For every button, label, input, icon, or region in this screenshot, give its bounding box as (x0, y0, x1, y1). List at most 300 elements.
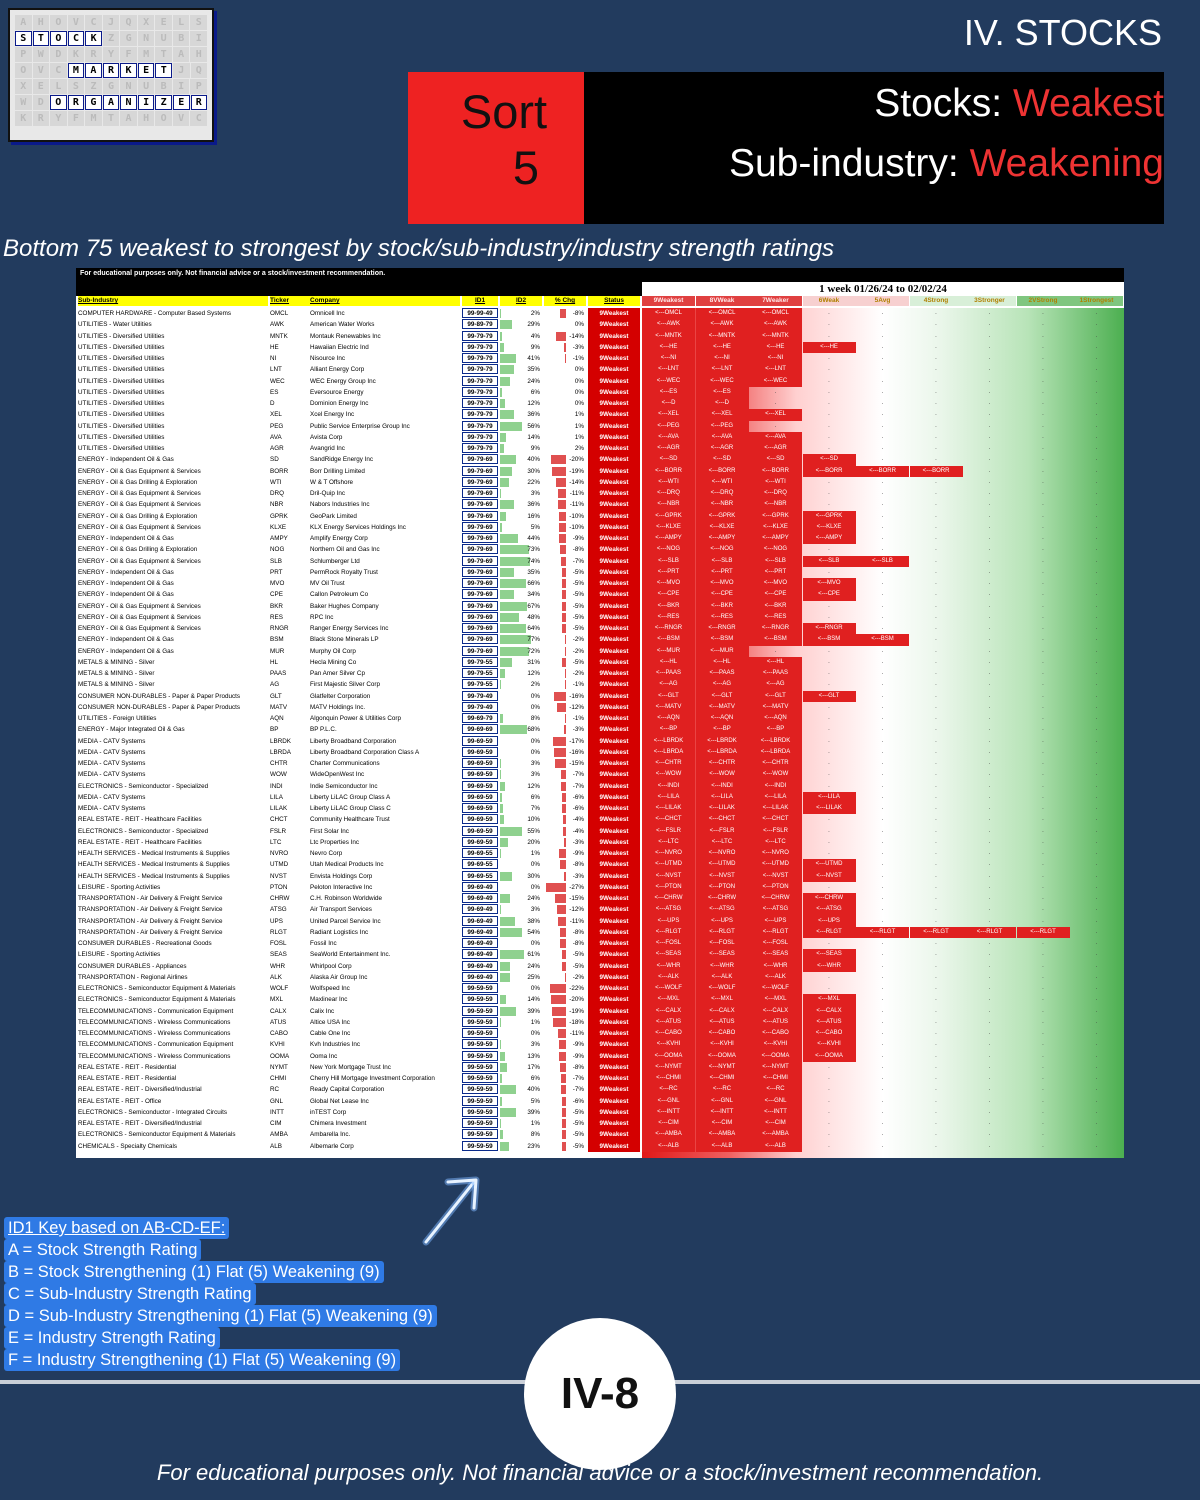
week-cell: <---ALK (749, 972, 802, 983)
table-row[interactable] (76, 769, 1124, 780)
week-cell: . (828, 388, 830, 395)
ticker-cell: AMPY (270, 535, 288, 542)
id1-cell: 99-59-59 (462, 994, 498, 1004)
table-row[interactable] (76, 882, 1124, 893)
ticker-cell: DRQ (270, 490, 284, 497)
company-cell: Indie Semiconductor Inc (310, 782, 378, 790)
table-row[interactable] (76, 556, 1124, 567)
week-cell: . (881, 760, 884, 766)
week-cell: . (881, 377, 884, 384)
id1-cell: 99-79-69 (462, 567, 498, 577)
week-cell: . (881, 478, 884, 485)
week-cell: . (935, 490, 937, 496)
table-row[interactable] (76, 713, 1124, 724)
week-column-header[interactable]: 6Weak (803, 296, 856, 306)
id2-bar (500, 658, 512, 667)
key-line-b: B = Stock Strengthening (1) Flat (5) Weakening (9) (4, 1261, 384, 1283)
id2-bar (500, 1007, 516, 1016)
week-cell: . (1042, 580, 1044, 586)
table-row[interactable] (76, 893, 1124, 904)
status-cell: 9Weakest (588, 803, 640, 814)
ticker-cell: ALK (270, 973, 282, 981)
pct-change-cell: -1% (572, 715, 584, 722)
logo-cell: I (173, 79, 190, 94)
table-row[interactable] (76, 1062, 1124, 1073)
id2-cell: 72% (500, 646, 542, 657)
table-row[interactable] (76, 409, 1124, 420)
logo-cell: B (173, 31, 190, 46)
week-cell: . (1095, 568, 1098, 575)
week-cell: . (881, 850, 884, 856)
table-row[interactable] (76, 814, 1124, 825)
ticker-cell: BORR (270, 467, 289, 475)
week-cell: . (1042, 625, 1044, 631)
week-column-header[interactable]: 8VWeak (696, 296, 749, 306)
week-cell: <---ATSG (749, 904, 802, 915)
company-cell: Amplify Energy Corp (310, 535, 368, 542)
id2-cell: 40% (500, 454, 542, 465)
week-cell: . (828, 422, 830, 429)
id2-bar (500, 680, 501, 689)
week-cell: . (935, 715, 937, 721)
id2-cell: 5% (500, 522, 542, 533)
company-cell: Xcel Energy Inc (310, 411, 355, 419)
id1-cell: 99-59-59 (462, 1107, 498, 1117)
stock-table-sheet (76, 268, 1124, 1158)
table-row[interactable] (76, 1096, 1124, 1107)
table-row[interactable] (76, 949, 1124, 960)
week-cell: . (1095, 737, 1098, 744)
week-cell: <---PTON (749, 882, 802, 893)
id2-bar (500, 1130, 503, 1139)
id2-bar (500, 545, 529, 554)
status-cell: 9Weakest (588, 353, 640, 364)
table-row[interactable] (76, 589, 1124, 600)
table-row[interactable] (76, 488, 1124, 499)
week-cell: . (935, 377, 937, 384)
status-cell: 9Weakest (588, 432, 640, 443)
week-cell: . (935, 332, 937, 339)
week-cell: <---XEL (642, 409, 695, 420)
status-cell: 9Weakest (588, 1073, 640, 1084)
week-cell: . (935, 433, 937, 440)
week-cell: <---SLB (856, 556, 909, 567)
pct-change-cell: 1% (574, 433, 584, 441)
table-row[interactable] (76, 1084, 1124, 1095)
logo-cell: A (120, 111, 137, 126)
table-row[interactable] (76, 724, 1124, 735)
table-row[interactable] (76, 634, 1124, 645)
week-cell: . (1042, 771, 1044, 778)
table-row[interactable] (76, 983, 1124, 994)
table-row[interactable] (76, 859, 1124, 870)
id1-cell: 99-69-49 (462, 916, 498, 926)
week-cell: <---INDI (749, 781, 802, 792)
week-cell: . (1042, 1142, 1044, 1149)
id2-cell: 41% (500, 353, 542, 364)
ticker-cell: SD (270, 456, 279, 464)
id2-cell: 24% (500, 961, 542, 972)
table-row[interactable] (76, 972, 1124, 983)
logo-cell: G (85, 95, 102, 110)
company-cell: Dominion Energy Inc (310, 400, 369, 407)
week-column-header[interactable]: 9Weakest (642, 296, 695, 306)
logo-cell: Y (103, 47, 120, 62)
id2-bar (500, 725, 527, 734)
id2-cell: 8% (500, 1129, 542, 1140)
week-cell: <---WTI (696, 477, 749, 488)
week-cell: . (935, 445, 937, 451)
id1-cell: 99-69-59 (462, 747, 498, 757)
week-cell: . (935, 411, 937, 418)
table-row[interactable] (76, 938, 1124, 949)
table-row[interactable] (76, 522, 1124, 533)
week-cell: <---AGR (749, 443, 802, 454)
logo-cell: K (68, 47, 85, 62)
table-row[interactable] (76, 454, 1124, 465)
week-cell: . (881, 703, 884, 710)
id2-bar (500, 647, 529, 656)
id2-bar (500, 444, 504, 453)
table-row[interactable] (76, 837, 1124, 848)
sub-industry-cell: ENERGY - Independent Oil & Gas (78, 456, 174, 464)
table-row[interactable] (76, 668, 1124, 679)
pct-change-bar (560, 860, 566, 869)
week-cell: . (881, 973, 884, 980)
week-column-header[interactable]: 5Avg (856, 296, 909, 306)
week-cell: <---LBRDK (696, 736, 749, 747)
week-cell: . (935, 850, 937, 856)
week-cell: . (935, 647, 937, 654)
pct-change-bar (558, 500, 566, 509)
week-cell: . (881, 1007, 884, 1014)
week-cell: <---CPE (696, 589, 749, 600)
column-header[interactable]: ID1 (462, 296, 498, 306)
table-row[interactable] (76, 1051, 1124, 1062)
id1-cell: 99-79-69 (462, 544, 498, 554)
week-cell: <---KLXE (803, 522, 856, 533)
pct-change-bar (565, 647, 566, 656)
table-row[interactable] (76, 353, 1124, 364)
table-row[interactable] (76, 646, 1124, 657)
week-cell: <---AMBA (749, 1129, 802, 1140)
table-body (76, 308, 1124, 1152)
week-cell: . (988, 692, 991, 699)
sub-industry-cell: CONSUMER DURABLES - Recreational Goods (78, 940, 212, 947)
week-cell: <---GNL (749, 1096, 802, 1107)
id2-cell: 68% (500, 724, 542, 735)
table-row[interactable] (76, 904, 1124, 915)
ticker-cell: OOMA (270, 1052, 290, 1060)
pct-change-bar (556, 332, 566, 341)
week-cell: . (828, 658, 830, 665)
table-row[interactable] (76, 544, 1124, 555)
pct-change-bar (562, 602, 566, 611)
id2-bar (500, 523, 502, 532)
ticker-cell: NOG (270, 546, 285, 554)
table-row[interactable] (76, 848, 1124, 859)
logo-cell: L (173, 15, 190, 30)
sub-industry-cell: UTILITIES - Diversified Utilities (78, 411, 165, 419)
table-row[interactable] (76, 1028, 1124, 1039)
logo-cell: U (138, 79, 155, 94)
table-row[interactable] (76, 1039, 1124, 1050)
table-row[interactable] (76, 1017, 1124, 1028)
table-row[interactable] (76, 364, 1124, 375)
week-cell: . (881, 816, 884, 823)
id2-bar (500, 1142, 509, 1151)
table-row[interactable] (76, 466, 1124, 477)
week-cell: . (935, 625, 937, 631)
pct-change-bar (560, 545, 566, 554)
week-cell: . (935, 546, 937, 553)
table-row[interactable] (76, 781, 1124, 792)
week-cell: . (828, 613, 830, 620)
column-header[interactable]: % Chg (544, 296, 586, 306)
id1-cell: 99-59-59 (462, 1051, 498, 1061)
table-row[interactable] (76, 916, 1124, 927)
week-cell: . (1042, 501, 1044, 508)
ticker-cell: AGR (270, 445, 284, 452)
week-cell: . (935, 703, 937, 710)
week-cell: . (988, 625, 991, 631)
sub-industry-cell: UTILITIES - Diversified Utilities (78, 343, 165, 351)
company-cell: WideOpenWest Inc (310, 771, 365, 779)
table-row[interactable] (76, 736, 1124, 747)
company-cell: First Solar Inc (310, 827, 349, 835)
week-cell: . (935, 996, 937, 1003)
week-column-header[interactable]: 4Strong (910, 296, 963, 306)
table-row[interactable] (76, 331, 1124, 342)
company-cell: Ranger Energy Services Inc (310, 625, 389, 632)
table-row[interactable] (76, 432, 1124, 443)
logo-cell: O (50, 95, 67, 110)
table-row[interactable] (76, 1118, 1124, 1129)
column-header[interactable]: Ticker (270, 296, 310, 306)
table-row[interactable] (76, 511, 1124, 522)
status-cell: 9Weakest (588, 949, 640, 960)
id1-cell: 99-59-59 (462, 1006, 498, 1016)
week-cell: . (1042, 883, 1044, 890)
logo-cell: V (33, 63, 50, 78)
ticker-cell: CPE (270, 591, 283, 599)
pct-change-bar (560, 939, 566, 948)
week-cell: <---PRT (696, 567, 749, 578)
table-row[interactable] (76, 1107, 1124, 1118)
status-cell: 9Weakest (588, 331, 640, 342)
week-cell: <---BSM (696, 634, 749, 645)
logo-cell: P (190, 79, 207, 94)
table-row[interactable] (76, 612, 1124, 623)
column-header[interactable]: ID2 (500, 296, 542, 306)
week-cell: . (1095, 827, 1098, 834)
table-row[interactable] (76, 792, 1124, 803)
pct-change-cell: 0% (574, 321, 584, 329)
week-cell: . (1042, 1041, 1044, 1048)
ticker-cell: UTMD (270, 861, 289, 869)
table-row[interactable] (76, 702, 1124, 713)
id2-bar (500, 1063, 507, 1072)
week-cell: . (881, 670, 884, 676)
week-cell: . (988, 411, 991, 418)
week-cell: . (935, 872, 937, 879)
week-cell: <---CIM (749, 1118, 802, 1129)
pct-change-bar (555, 894, 566, 903)
id2-bar (500, 354, 516, 363)
week-cell: . (1042, 321, 1044, 328)
week-cell: . (1095, 973, 1098, 980)
week-cell: <---ATUS (749, 1017, 802, 1028)
table-row[interactable] (76, 623, 1124, 634)
company-cell: Fossil Inc (310, 940, 337, 947)
id2-cell: 9% (500, 342, 542, 353)
week-column-header[interactable]: 3Stronger (963, 296, 1016, 306)
week-cell: . (988, 343, 991, 350)
pct-change-cell: -11% (544, 488, 586, 499)
company-cell: Black Stone Minerals LP (310, 636, 379, 644)
table-row[interactable] (76, 1006, 1124, 1017)
ticker-cell: AG (270, 681, 280, 689)
table-row[interactable] (76, 691, 1124, 702)
logo-cell: E (138, 63, 155, 78)
table-row[interactable] (76, 443, 1124, 454)
table-row[interactable] (76, 679, 1124, 690)
week-cell: . (935, 906, 937, 913)
company-cell: Liberty Broadband Corporation (310, 737, 397, 745)
sub-industry-cell: REAL ESTATE - REIT - Healthcare Facilities (78, 838, 202, 846)
logo-cell: T (33, 31, 50, 46)
table-row[interactable] (76, 342, 1124, 353)
column-header[interactable]: Sub-Industry (78, 296, 268, 306)
column-header[interactable]: Status (588, 296, 640, 306)
id1-cell: 99-69-59 (462, 814, 498, 824)
week-cell: . (1095, 805, 1098, 811)
week-column-header[interactable]: 2VStrong (1017, 296, 1070, 306)
week-cell: . (1095, 501, 1098, 508)
week-cell: . (1042, 703, 1044, 710)
week-cell: . (881, 962, 884, 969)
table-row[interactable] (76, 994, 1124, 1005)
id2-bar (500, 332, 502, 341)
week-cell: <---BKR (642, 601, 695, 612)
pct-change-bar (562, 579, 566, 588)
week-cell: <---FSLR (642, 826, 695, 837)
table-row[interactable] (76, 376, 1124, 387)
table-row[interactable] (76, 826, 1124, 837)
week-cell: <---MUR (696, 646, 749, 657)
sub-industry-cell: ENERGY - Major Integrated Oil & Gas (78, 726, 185, 734)
table-row[interactable] (76, 499, 1124, 510)
week-cell: . (1042, 1086, 1044, 1093)
table-row[interactable] (76, 533, 1124, 544)
table-row[interactable] (76, 601, 1124, 612)
id2-cell: 30% (500, 466, 542, 477)
week-cell: . (935, 422, 937, 429)
week-cell: <---RLGT (1017, 927, 1070, 938)
status-cell: 9Weakest (588, 961, 640, 972)
pct-change-cell: -9% (544, 848, 586, 859)
table-row[interactable] (76, 803, 1124, 814)
week-cell: . (881, 658, 884, 665)
week-cell: . (1042, 1108, 1044, 1115)
pct-change-cell: -9% (544, 1039, 586, 1050)
table-row[interactable] (76, 319, 1124, 330)
column-header[interactable]: Company (310, 296, 460, 306)
id1-cell: 99-79-79 (462, 443, 498, 453)
status-cell: 9Weakest (588, 916, 640, 927)
table-row[interactable] (76, 308, 1124, 319)
week-cell: <---RLGT (749, 927, 802, 938)
id2-cell: 1% (530, 850, 540, 857)
table-row[interactable] (76, 398, 1124, 409)
table-row[interactable] (76, 567, 1124, 578)
week-cell: . (1042, 366, 1044, 373)
id2-bar (500, 624, 526, 633)
key-line-f: F = Industry Strengthening (1) Flat (5) Weakening (9) (4, 1349, 400, 1371)
table-row[interactable] (76, 871, 1124, 882)
week-cell: <---OOMA (642, 1051, 695, 1062)
company-cell: Avangrid Inc (310, 445, 345, 452)
week-range-label: 1 week 01/26/24 to 02/02/24 (642, 282, 1124, 296)
week-cell: . (1095, 647, 1098, 654)
week-cell: . (1042, 355, 1044, 361)
week-cell: . (935, 895, 937, 901)
week-column-header[interactable]: 1Strongest (1070, 296, 1123, 306)
week-cell: <---LNT (749, 364, 802, 375)
table-row[interactable] (76, 421, 1124, 432)
table-row[interactable] (76, 1073, 1124, 1084)
week-cell: <---MXL (696, 994, 749, 1005)
week-cell: <---MNTK (749, 331, 802, 342)
table-row[interactable] (76, 657, 1124, 668)
table-row[interactable] (76, 477, 1124, 488)
status-cell: 9Weakest (588, 342, 640, 353)
id2-cell: 13% (500, 1051, 542, 1062)
table-row[interactable] (76, 758, 1124, 769)
table-row[interactable] (76, 747, 1124, 758)
week-cell: . (881, 501, 884, 508)
pct-change-cell: -7% (544, 556, 586, 567)
week-cell: . (1095, 1063, 1098, 1070)
table-row[interactable] (76, 1141, 1124, 1152)
id2-cell: 40% (500, 1084, 542, 1095)
week-cell: . (935, 692, 937, 699)
week-cell: . (881, 726, 884, 733)
week-cell: . (881, 951, 884, 958)
table-row[interactable] (76, 387, 1124, 398)
table-row[interactable] (76, 927, 1124, 938)
pct-change-cell: -5% (544, 1141, 586, 1152)
week-cell: . (881, 1052, 884, 1059)
pct-change-cell: -14% (544, 477, 586, 488)
status-cell: 9Weakest (588, 713, 640, 724)
table-row[interactable] (76, 578, 1124, 589)
table-row[interactable] (76, 1129, 1124, 1140)
week-cell: . (988, 1041, 991, 1048)
ticker-cell: RLGT (270, 928, 287, 936)
week-cell: <---RC (642, 1084, 695, 1095)
id2-bar (500, 343, 504, 352)
week-cell: <---RES (642, 612, 695, 623)
status-cell: 9Weakest (588, 499, 640, 510)
logo-row (15, 47, 207, 62)
week-cell: <---MATV (696, 702, 749, 713)
pct-change-cell: -9% (544, 1051, 586, 1062)
company-cell: First Majestic Silver Corp (310, 681, 380, 689)
week-column-header[interactable]: 7Weaker (749, 296, 802, 306)
table-row[interactable] (76, 961, 1124, 972)
week-cell: . (828, 760, 830, 766)
